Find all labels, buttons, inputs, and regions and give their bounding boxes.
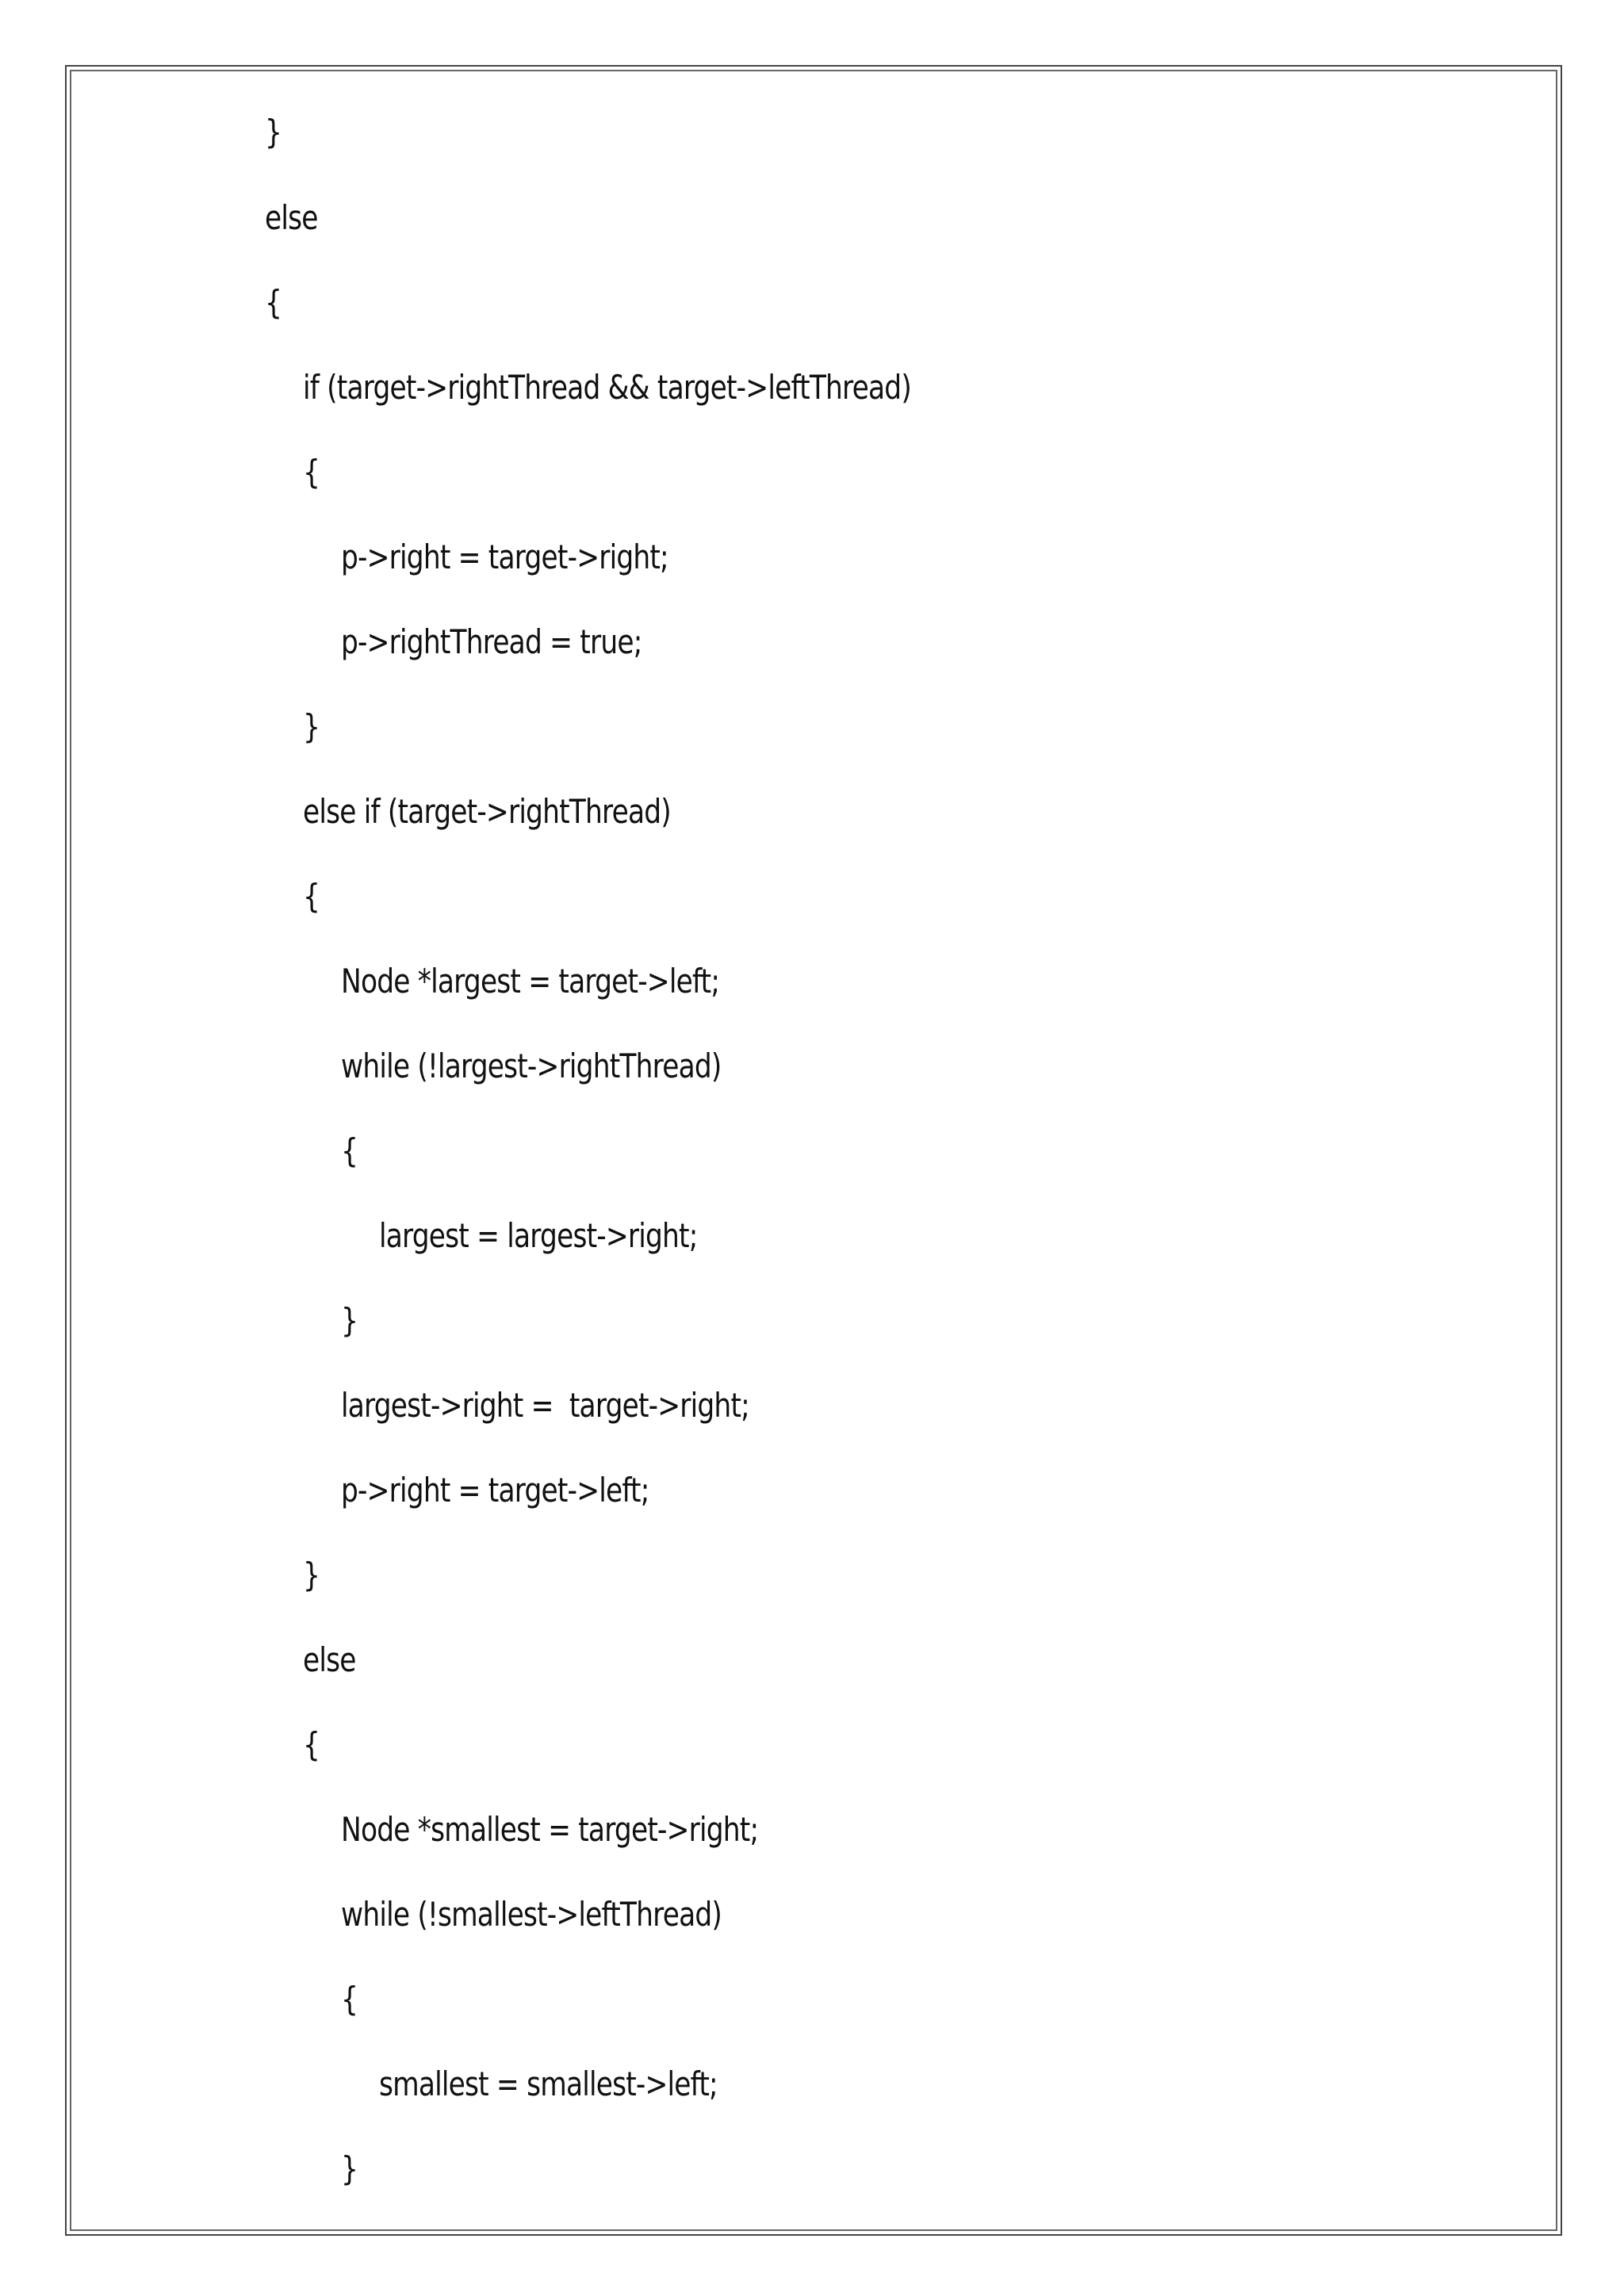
code-line: { xyxy=(265,283,282,322)
code-line: else xyxy=(265,198,318,237)
page-border xyxy=(65,65,1562,2236)
code-line: Node *smallest = target->right; xyxy=(341,1810,759,1849)
code-line: while (!smallest->leftThread) xyxy=(341,1895,722,1934)
code-line: largest->right = target->right; xyxy=(341,1386,749,1425)
code-line: p->right = target->left; xyxy=(341,1471,649,1510)
code-line: } xyxy=(341,1301,358,1340)
code-line: { xyxy=(303,877,320,916)
code-line: p->rightThread = true; xyxy=(341,622,642,661)
code-line: p->right = target->right; xyxy=(341,538,668,576)
code-line: } xyxy=(265,113,282,151)
code-line: { xyxy=(341,1131,358,1170)
code-line: else if (target->rightThread) xyxy=(303,792,671,831)
code-line: { xyxy=(341,1980,358,2019)
code-line: { xyxy=(303,1725,320,1764)
code-line: smallest = smallest->left; xyxy=(379,2064,718,2103)
code-line: } xyxy=(303,1556,320,1594)
code-line: } xyxy=(303,707,320,746)
code-line: else xyxy=(303,1640,356,1679)
code-line: Node *largest = target->left; xyxy=(341,962,720,1001)
code-line: } xyxy=(341,2149,358,2188)
code-line: largest = largest->right; xyxy=(379,1216,698,1255)
code-line: while (!largest->rightThread) xyxy=(341,1047,722,1085)
code-line: { xyxy=(303,453,320,492)
code-line: if (target->rightThread && target->leftThread) xyxy=(303,368,911,407)
code-block xyxy=(67,67,1561,2234)
